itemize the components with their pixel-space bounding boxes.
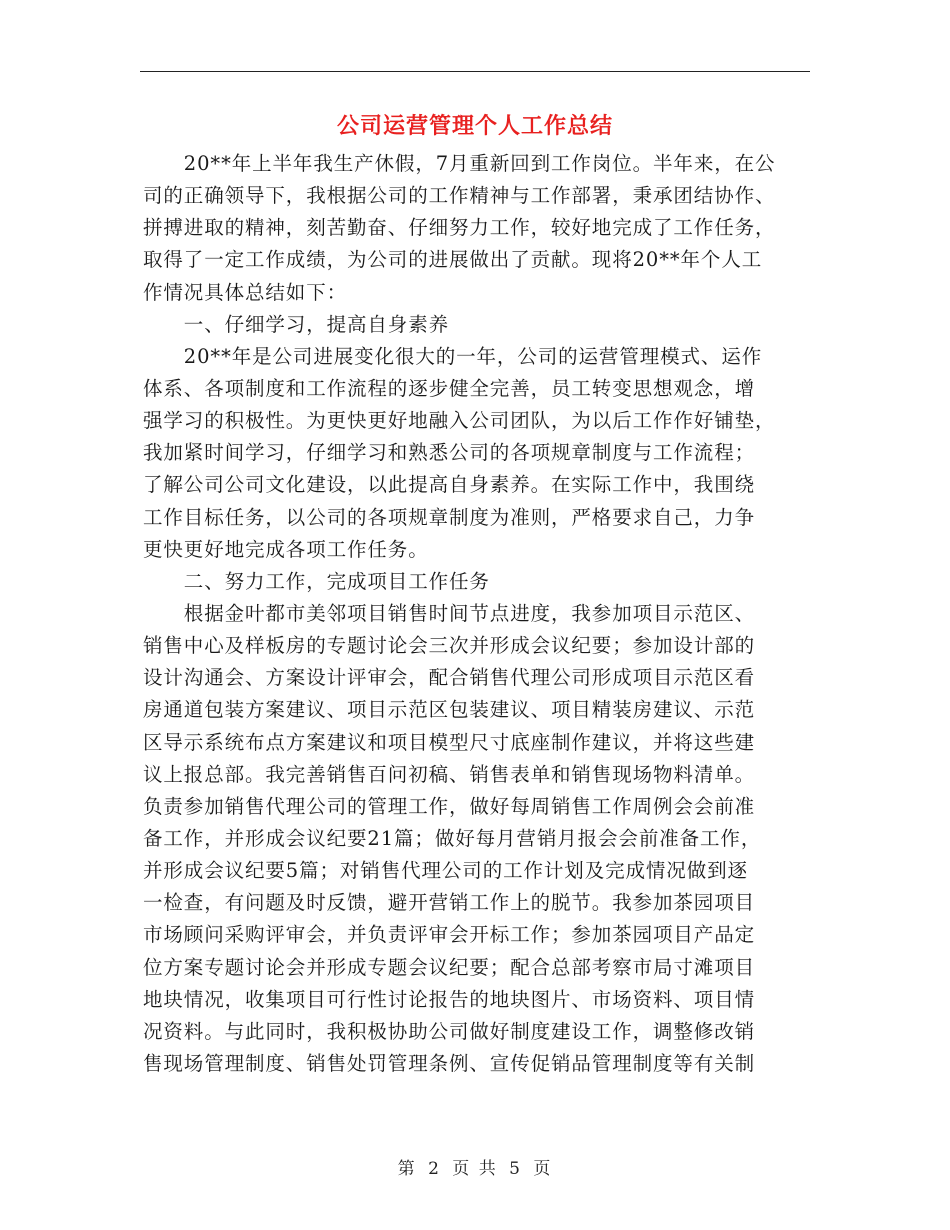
text-line: 负责参加销售代理公司的管理工作，做好每周销售工作周例会会前准 [143,794,756,818]
text-line: 强学习的积极性。为更快更好地融入公司团队，为以后工作作好铺垫， [143,409,776,433]
text-line: 销售中心及样板房的专题讨论会三次并形成会议纪要；参加设计部的 [143,634,756,658]
text-line: 二、努力工作，完成项目工作任务 [143,569,490,593]
text-line: 一检查，有问题及时反馈，避开营销工作上的脱节。我参加茶园项目 [143,891,756,915]
text-line: 地块情况，收集项目可行性讨论报告的地块图片、市场资料、项目情 [143,987,756,1011]
footer-middle: 页 共 [452,1159,498,1179]
text-line: 位方案专题讨论会并形成专题会议纪要；配合总部考察市局寸滩项目 [143,955,756,979]
text-line: 备工作，并形成会议纪要21篇；做好每月营销月报会会前准备工作， [143,826,762,850]
document-body [143,148,809,1080]
text-line: 取得了一定工作成绩，为公司的进展做出了贡献。现将20**年个人工 [143,248,763,272]
footer-suffix: 页 [533,1159,553,1179]
page-footer [140,1154,810,1179]
text-line: 一、仔细学习，提高自身素养 [143,312,450,336]
text-line: 市场顾问采购评审会，并负责评审会开标工作；参加茶园项目产品定 [143,923,756,947]
text-line: 况资料。与此同时，我积极协助公司做好制度建设工作，调整修改销 [143,1019,756,1043]
text-line: 区导示系统布点方案建议和项目模型尺寸底座制作建议，并将这些建 [143,730,756,754]
document-title: 公司运营管理个人工作总结 [336,113,613,139]
text-line: 设计沟通会、方案设计评审会，配合销售代理公司形成项目示范区看 [143,666,756,690]
text-line: 售现场管理制度、销售处罚管理条例、宣传促销品管理制度等有关制 [143,1051,756,1075]
text-line: 体系、各项制度和工作流程的逐步健全完善，员工转变思想观念，增 [143,376,756,400]
text-line: 房通道包装方案建议、项目示范区包装建议、项目精装房建议、示范 [143,698,756,722]
text-line: 并形成会议纪要5篇；对销售代理公司的工作计划及完成情况做到逐 [143,859,748,883]
header-rule [140,71,810,72]
text-line: 工作目标任务，以公司的各项规章制度为准则，严格要求自己，力争 [143,505,756,529]
footer-prefix: 第 [397,1159,417,1179]
text-line: 拼搏进取的精神，刻苦勤奋、仔细努力工作，较好地完成了工作任务， [143,216,776,240]
text-line: 议上报总部。我完善销售百问初稿、销售表单和销售现场物料清单。 [143,762,756,786]
current-page-number: 2 [428,1159,441,1179]
text-line: 作情况具体总结如下： [143,280,348,304]
text-line: 根据金叶都市美邻项目销售时间节点进度，我参加项目示范区、 [143,601,756,625]
text-line: 我加紧时间学习，仔细学习和熟悉公司的各项规章制度与工作流程； [143,441,756,465]
text-line: 司的正确领导下，我根据公司的工作精神与工作部署，秉承团结协作、 [143,184,776,208]
text-line: 更快更好地完成各项工作任务。 [143,537,429,561]
text-line: 了解公司公司文化建设，以此提高自身素养。在实际工作中，我围绕 [143,473,756,497]
text-line: 20**年上半年我生产休假，7月重新回到工作岗位。半年来，在公 [143,152,776,175]
text-line: 20**年是公司进展变化很大的一年，公司的运营管理模式、运作 [143,344,763,368]
total-pages-number: 5 [509,1159,522,1179]
